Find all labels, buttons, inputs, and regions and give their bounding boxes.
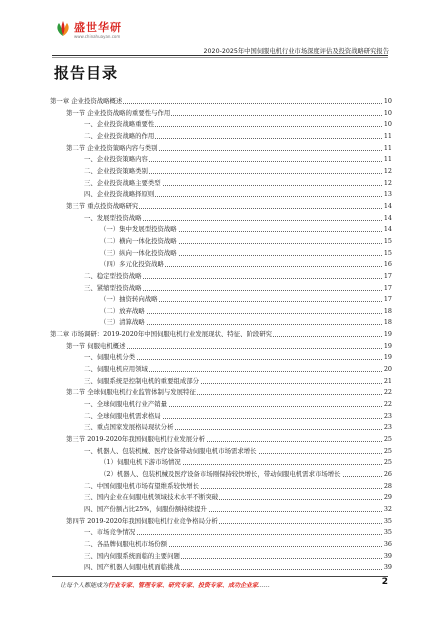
toc-entry-page: 15: [383, 248, 392, 260]
toc-entry[interactable]: [50, 108, 392, 120]
toc-entry-title: 第二节 企业投资策略内容与类别: [66, 143, 159, 155]
toc-entry-page: 16: [383, 259, 392, 271]
toc-entry-page: 29: [383, 492, 392, 504]
toc-entry-page: 12: [383, 178, 392, 190]
toc-entry[interactable]: [50, 248, 392, 260]
toc-entry[interactable]: [50, 376, 392, 388]
toc-entry[interactable]: [50, 224, 392, 236]
toc-entry-page: 26: [383, 469, 392, 481]
toc-entry-title: 二、伺服电机应用领域: [84, 364, 149, 376]
toc-entry[interactable]: [50, 306, 392, 318]
toc-entry-title: （2）机器人、包装机械及医疗设备市场刚保持较快增长，带动伺服电机需求市场增长: [100, 469, 342, 481]
toc-entry[interactable]: [50, 329, 392, 341]
toc-entry[interactable]: [50, 96, 392, 108]
toc-entry[interactable]: [50, 481, 392, 493]
toc-entry-page: 21: [383, 376, 392, 388]
toc-entry-page: 23: [383, 422, 392, 434]
header-divider-thin: [52, 57, 388, 58]
toc-entry[interactable]: [50, 119, 392, 131]
toc-entry-page: 14: [383, 201, 392, 213]
toc-entry-page: 39: [383, 562, 392, 574]
toc-entry-title: 一、发展型投资战略: [84, 213, 143, 225]
toc-entry[interactable]: [50, 352, 392, 364]
toc-entry-page: 15: [383, 236, 392, 248]
toc-entry-title: 第四节 2019-2020年我国伺服电机行业竞争格局分析: [66, 516, 219, 528]
toc-entry[interactable]: [50, 504, 392, 516]
toc-entry[interactable]: [50, 562, 392, 574]
toc-entry-page: 10: [383, 96, 392, 108]
toc-entry[interactable]: [50, 551, 392, 563]
toc-entry[interactable]: [50, 201, 392, 213]
toc-entry-title: 一、伺服电机分类: [84, 352, 136, 364]
toc-entry-title: 一、机器人、包装机械、医疗设备带动伺服电机市场需求增长: [84, 446, 258, 458]
toc-entry-title: 第三节 重点投资战略研究: [66, 201, 139, 213]
toc-entry-page: 13: [383, 189, 392, 201]
toc-entry-title: 第二章 市场调研：2019-2020年中国伺服电机行业发展现状、特征、阶段研究: [50, 329, 273, 341]
toc-entry-title: （一）抽资转向战略: [100, 294, 159, 306]
toc-entry-page: 14: [383, 213, 392, 225]
footer-suffix: ……: [258, 582, 271, 589]
toc-entry[interactable]: [50, 178, 392, 190]
toc-entry-title: 二、稳定型投资战略: [84, 271, 143, 283]
toc-entry-page: 36: [383, 539, 392, 551]
toc-entry[interactable]: [50, 516, 392, 528]
toc-entry-title: 二、企业投资战略的作用: [84, 131, 155, 143]
toc-entry-page: 14: [383, 224, 392, 236]
toc-entry-title: 第一章 企业投资战略概述: [50, 96, 123, 108]
toc-entry-title: 一、企业投资策略内容: [84, 154, 149, 166]
toc-entry[interactable]: [50, 236, 392, 248]
toc-entry-title: （一）集中发展型投资战略: [100, 224, 178, 236]
toc-entry-page: 25: [383, 457, 392, 469]
toc-entry[interactable]: [50, 259, 392, 271]
toc-entry[interactable]: [50, 411, 392, 423]
toc-entry-title: （二）横向一体化投资战略: [100, 236, 178, 248]
toc-entry[interactable]: [50, 166, 392, 178]
toc-entry-page: 17: [383, 294, 392, 306]
toc-entry-title: 四、国产份额占比25%，伺服份额持续提升: [84, 504, 208, 516]
brand-url: www.chinahuayan.com: [74, 34, 121, 39]
toc-entry-page: 35: [383, 527, 392, 539]
toc-entry[interactable]: [50, 469, 392, 481]
toc-entry-page: 17: [383, 271, 392, 283]
toc-entry-page: 25: [383, 446, 392, 458]
toc-entry-title: 二、全球伺服电机需求格局: [84, 411, 162, 423]
toc-entry-title: 一、企业投资战略重要性: [84, 119, 155, 131]
toc-entry-title: （三）清算战略: [100, 317, 146, 329]
footer-divider: [52, 576, 388, 577]
page-header: [0, 0, 440, 56]
toc-entry[interactable]: [50, 399, 392, 411]
toc-entry-page: 35: [383, 516, 392, 528]
toc-entry[interactable]: [50, 189, 392, 201]
toc-entry[interactable]: [50, 271, 392, 283]
toc-entry-page: 22: [383, 399, 392, 411]
toc-entry-page: 39: [383, 551, 392, 563]
toc-entry-title: 二、各品牌伺服电机市场份额: [84, 539, 168, 551]
toc-entry[interactable]: [50, 364, 392, 376]
toc-entry-title: 三、国内伺服系统面临的主要问题: [84, 551, 181, 563]
toc-entry-page: 18: [383, 306, 392, 318]
toc-entry[interactable]: [50, 422, 392, 434]
page-heading: 报告目录: [54, 64, 119, 82]
toc-entry[interactable]: [50, 457, 392, 469]
toc-entry-page: 20: [383, 364, 392, 376]
brand-logo-icon: [54, 20, 72, 38]
toc-entry-page: 10: [383, 108, 392, 120]
brand-logo: [54, 18, 144, 46]
toc-entry-title: 二、中国伺服电机市场有望维系较快增长: [84, 481, 200, 493]
toc-entry[interactable]: [50, 154, 392, 166]
toc-entry[interactable]: [50, 317, 392, 329]
toc-entry-title: 四、企业投资战略择原则: [84, 189, 155, 201]
header-divider: [52, 55, 388, 56]
toc-entry[interactable]: [50, 539, 392, 551]
toc-entry-page: 22: [383, 387, 392, 399]
brand-name: 盛世华研: [74, 21, 122, 34]
footer-slogan: [60, 580, 270, 589]
toc-entry[interactable]: [50, 143, 392, 155]
toc-entry-title: 第三节 2019-2020年我国伺服电机行业发展分析: [66, 434, 206, 446]
toc-entry-title: 一、市场竞争情况: [84, 527, 136, 539]
toc-entry-title: 三、伺服系统是控制电机的重要组成部分: [84, 376, 200, 388]
toc-entry[interactable]: [50, 446, 392, 458]
toc-entry-title: 三、重点国家发展格局现状分析: [84, 422, 174, 434]
toc-entry-page: 18: [383, 317, 392, 329]
toc-entry-title: 四、国产机器人伺服电机面临挑战: [84, 562, 181, 574]
toc-entry[interactable]: [50, 387, 392, 399]
toc-entry-title: 三、紧缩型投资战略: [84, 283, 143, 295]
toc-entry-title: （1）伺服电机下游市场情况: [100, 457, 182, 469]
toc-entry-page: 10: [383, 119, 392, 131]
toc-entry-page: 23: [383, 411, 392, 423]
toc-entry-title: 二、企业投资策略类别: [84, 166, 149, 178]
toc-entry-page: 11: [383, 131, 392, 143]
toc-entry-page: 19: [383, 352, 392, 364]
toc-entry-title: 第一节 伺服电机概述: [66, 341, 127, 353]
page-number: 2: [381, 577, 388, 587]
toc-entry-page: 11: [383, 154, 392, 166]
toc-entry-page: 12: [383, 166, 392, 178]
toc-entry-page: 28: [383, 481, 392, 493]
toc-entry-page: 32: [383, 504, 392, 516]
toc-entry-title: （四）多元化投资战略: [100, 259, 165, 271]
footer-roles: 行业专家、管理专家、研究专家、投资专家、成功企业家: [108, 582, 259, 589]
toc-entry-page: 17: [383, 283, 392, 295]
toc-entry[interactable]: [50, 294, 392, 306]
toc-entry[interactable]: [50, 527, 392, 539]
toc-entry-title: （三）纵向一体化投资战略: [100, 248, 178, 260]
footer-prefix: 让每个人都能成为: [60, 582, 109, 589]
toc-entry-title: 三、企业投资战略主要类型: [84, 178, 162, 190]
table-of-contents: [50, 96, 392, 574]
toc-entry[interactable]: [50, 283, 392, 295]
report-title: 2020-2025年中国伺服电机行业市场深度评估及投资战略研究报告: [203, 48, 389, 55]
toc-entry-title: 三、国内企业在伺服电机领域技术水平不断突破: [84, 492, 219, 504]
toc-entry-page: 25: [383, 434, 392, 446]
toc-entry-title: 一、全球伺服电机行业产销量: [84, 399, 168, 411]
toc-entry-page: 11: [383, 143, 392, 155]
toc-entry-title: （二）放弃战略: [100, 306, 146, 318]
toc-entry-title: 第一节 企业投资战略的重要性与作用: [66, 108, 171, 120]
toc-entry[interactable]: [50, 131, 392, 143]
toc-entry[interactable]: [50, 341, 392, 353]
toc-entry[interactable]: [50, 492, 392, 504]
toc-entry-page: 19: [383, 341, 392, 353]
toc-entry-title: 第二节 全球伺服电机行业监管体制与发展特征: [66, 387, 197, 399]
toc-entry[interactable]: [50, 434, 392, 446]
toc-entry[interactable]: [50, 213, 392, 225]
toc-entry-page: 19: [383, 329, 392, 341]
